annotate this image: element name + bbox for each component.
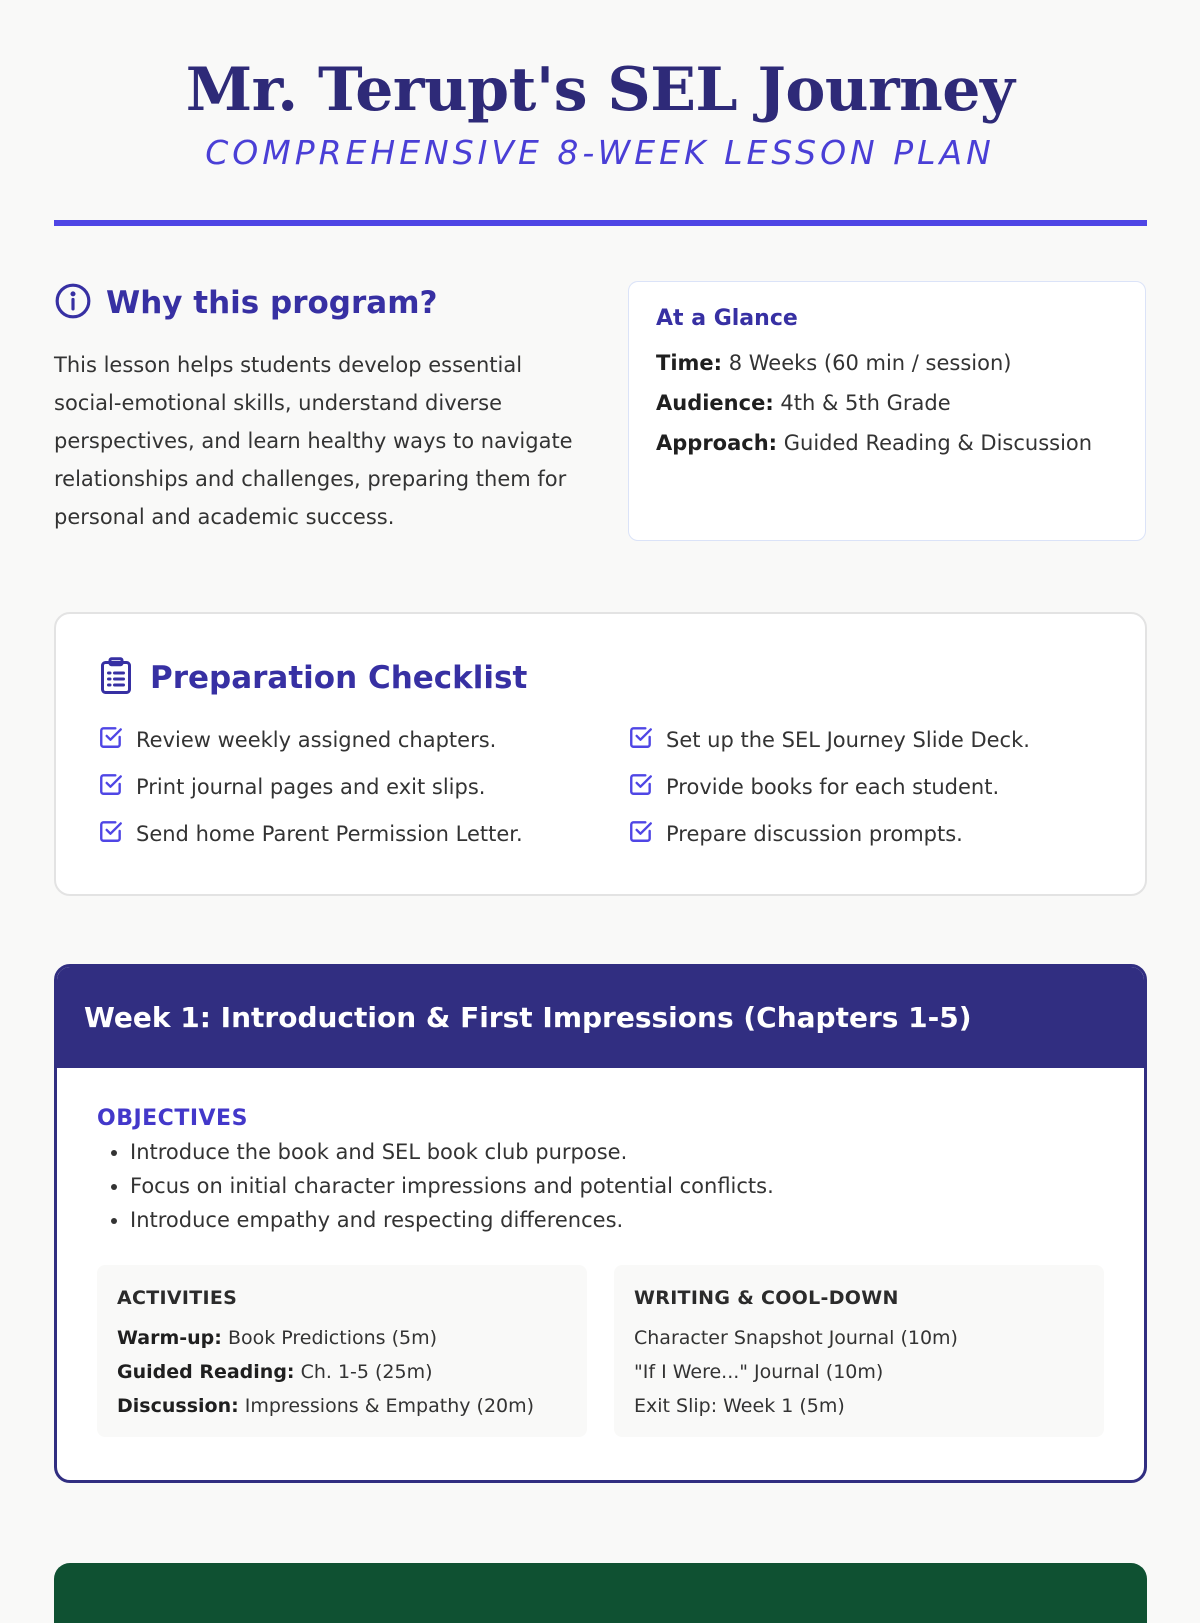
writing-panel bbox=[614, 1265, 1104, 1437]
list-item: • Focus on initial character impressions and potential conflicts. bbox=[130, 1169, 1104, 1203]
page-header bbox=[0, 0, 1200, 174]
clipboard-icon bbox=[98, 656, 134, 700]
glance-row-audience bbox=[656, 383, 1118, 423]
checklist-heading bbox=[98, 656, 1103, 700]
glance-value: Guided Reading & Discussion bbox=[783, 431, 1093, 455]
page-subtitle: COMPREHENSIVE 8-WEEK LESSON PLAN bbox=[205, 133, 995, 172]
checklist-item-label: Send home Parent Permission Letter. bbox=[136, 821, 523, 846]
checkbox-checked-icon[interactable] bbox=[628, 724, 654, 755]
checkbox-checked-icon[interactable] bbox=[98, 771, 124, 802]
checklist-item[interactable] bbox=[98, 720, 628, 759]
checklist-item-label: Set up the SEL Journey Slide Deck. bbox=[666, 727, 1030, 752]
header-divider bbox=[54, 220, 1147, 226]
week-2-card-header bbox=[54, 1563, 1147, 1623]
writing-row: Character Snapshot Journal (10m) bbox=[634, 1327, 958, 1349]
glance-label: Approach: bbox=[656, 431, 778, 455]
writing-title: WRITING & COOL-DOWN bbox=[634, 1287, 899, 1309]
activities-title: ACTIVITIES bbox=[117, 1287, 238, 1309]
objectives-title: OBJECTIVES bbox=[97, 1106, 248, 1131]
activity-row bbox=[117, 1389, 567, 1423]
checkbox-checked-icon[interactable] bbox=[628, 771, 654, 802]
activities-panel bbox=[97, 1265, 587, 1437]
why-section bbox=[54, 280, 584, 536]
checklist-item-label: Review weekly assigned chapters. bbox=[136, 727, 497, 752]
checklist-item-label: Prepare discussion prompts. bbox=[666, 821, 963, 846]
week-1-header: Week 1: Introduction & First Impressions (Chapters 1-5) bbox=[57, 967, 1144, 1068]
glance-value: 8 Weeks (60 min / session) bbox=[728, 351, 1012, 375]
checklist-item-label: Print journal pages and exit slips. bbox=[136, 774, 486, 799]
activity-label: Discussion: bbox=[117, 1395, 239, 1417]
list-item: • Introduce the book and SEL book club purpose. bbox=[130, 1135, 1104, 1169]
glance-label: Audience: bbox=[656, 391, 774, 415]
activity-row bbox=[117, 1321, 567, 1355]
week-1-body bbox=[57, 1068, 1144, 1437]
list-item: • Introduce empathy and respecting differences. bbox=[130, 1203, 1104, 1237]
checklist-item[interactable] bbox=[628, 814, 1108, 853]
glance-value: 4th & 5th Grade bbox=[780, 391, 951, 415]
checklist-item-label: Provide books for each student. bbox=[666, 774, 1000, 799]
writing-row: Exit Slip: Week 1 (5m) bbox=[634, 1395, 845, 1417]
glance-row-time bbox=[656, 343, 1118, 383]
checkbox-checked-icon[interactable] bbox=[628, 818, 654, 849]
activity-row bbox=[117, 1355, 567, 1389]
glance-label: Time: bbox=[656, 351, 723, 375]
at-a-glance-card bbox=[628, 281, 1146, 541]
checkbox-checked-icon[interactable] bbox=[98, 818, 124, 849]
checklist-title: Preparation Checklist bbox=[150, 660, 528, 696]
activity-value: Impressions & Empathy (20m) bbox=[244, 1395, 535, 1417]
why-title: Why this program? bbox=[106, 285, 438, 321]
checklist-item[interactable] bbox=[98, 767, 628, 806]
checklist-item[interactable] bbox=[98, 814, 628, 853]
activity-label: Warm-up: bbox=[117, 1327, 222, 1349]
page-title: Mr. Terupt's SEL Journey bbox=[185, 55, 1015, 125]
checkbox-checked-icon[interactable] bbox=[98, 724, 124, 755]
activity-value: Ch. 1-5 (25m) bbox=[300, 1361, 433, 1383]
week-1-card bbox=[54, 964, 1147, 1483]
checklist-item[interactable] bbox=[628, 720, 1108, 759]
week-1-panels bbox=[97, 1265, 1104, 1437]
activity-value: Book Predictions (5m) bbox=[227, 1327, 438, 1349]
why-heading bbox=[54, 280, 584, 326]
preparation-checklist bbox=[54, 612, 1147, 896]
info-icon bbox=[54, 282, 92, 324]
activity-label: Guided Reading: bbox=[117, 1361, 295, 1383]
glance-row-approach bbox=[656, 423, 1118, 463]
glance-title: At a Glance bbox=[656, 306, 798, 331]
checklist-grid bbox=[98, 720, 1103, 853]
why-body: This lesson helps students develop essential social-emotional skills, understand diverse perspectives, and learn healthy ways to navigate relationships and challenges, preparing them for personal and academic success. bbox=[54, 353, 573, 529]
checklist-item[interactable] bbox=[628, 767, 1108, 806]
writing-row: "If I Were..." Journal (10m) bbox=[634, 1361, 884, 1383]
objectives-list bbox=[97, 1135, 1104, 1237]
